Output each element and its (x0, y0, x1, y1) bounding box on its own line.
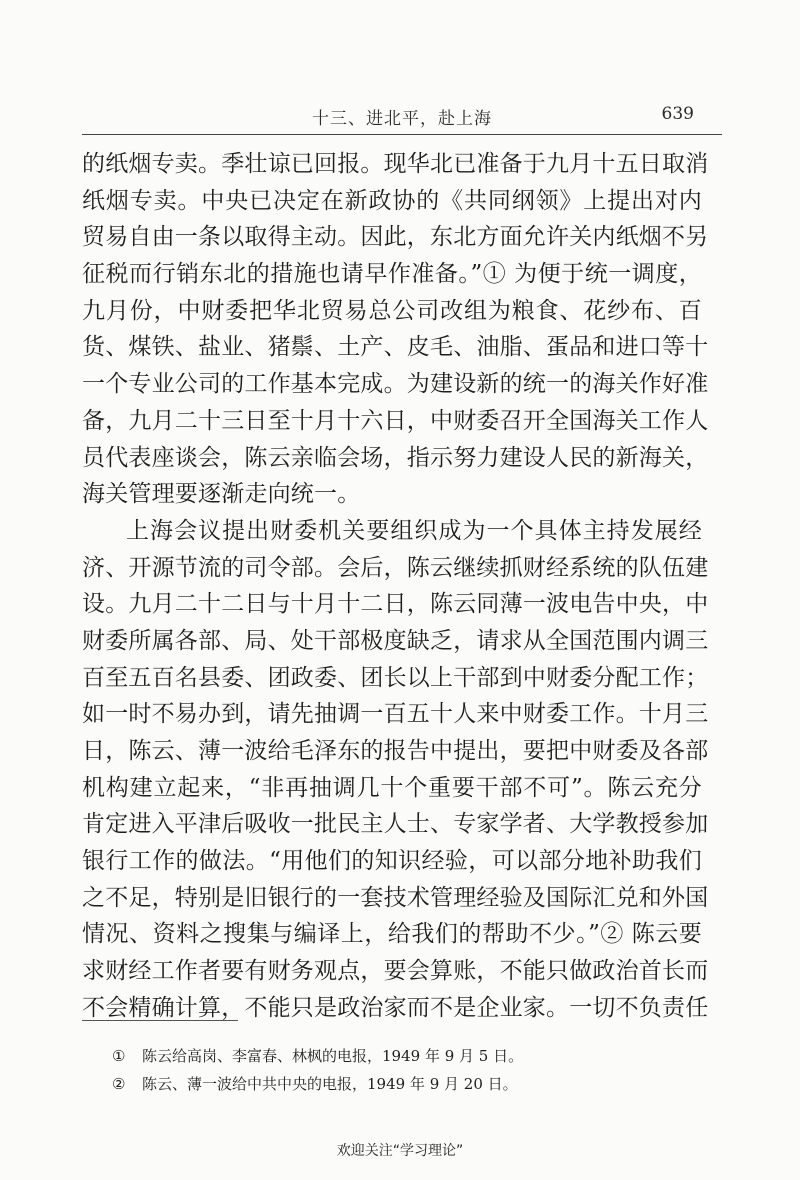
text-line: 征税而行销东北的措施也请早作准备。”① 为便于统一调度， (82, 261, 702, 288)
text-line: 之不足，特别是旧银行的一套技术管理经验及国际汇兑和外国 (82, 884, 709, 911)
footnote-2 (112, 1070, 712, 1098)
text-line: 纸烟专卖。中央已决定在新政协的《共同纲领》上提出对内 (82, 187, 702, 214)
text-line: 情况、资料之搜集与编译上，给我们的帮助不少。”② 陈云要 (82, 921, 702, 948)
paragraph-start-line: 上海会议提出财委机关要组织成为一个具体主持发展经 (126, 517, 702, 544)
text-line: 百至五百名县委、团政委、团长以上干部到中财委分配工作； (82, 664, 709, 691)
text-line: 贸易自由一条以取得主动。因此，东北方面允许关内纸烟不另 (82, 224, 709, 251)
footnote-marker: ② (112, 1075, 126, 1093)
text-line: 财委所属各部、局、处干部极度缺乏，请求从全国范围内调三 (82, 627, 709, 654)
footnote-marker: ① (112, 1047, 126, 1065)
watermark-text: 欢迎关注“学习理论” (336, 1143, 464, 1159)
text-line: 设。九月二十二日与十月十二日，陈云同薄一波电告中央，中 (82, 591, 709, 618)
footnote-text: 陈云给高岗、李富春、林枫的电报，1949 年 9 月 5 日。 (142, 1047, 524, 1065)
text-line: 备，九月二十三日至十月十六日，中财委召开全国海关工作人 (82, 407, 709, 434)
text-line: 海关管理要逐渐走向统一。 (82, 481, 361, 508)
footnote-text: 陈云、薄一波给中共中央的电报，1949 年 9 月 20 日。 (142, 1075, 518, 1093)
text-line: 求财经工作者要有财务观点，要会算账，不能只做政治首长而 (82, 958, 709, 985)
text-line: 济、开源节流的司令部。会后，陈云继续抓财经系统的队伍建 (82, 554, 709, 581)
footnotes (112, 1042, 712, 1098)
text-line: 一个专业公司的工作基本完成。为建设新的统一的海关作好准 (82, 371, 709, 398)
text-line: 的纸烟专卖。季壮谅已回报。现华北已准备于九月十五日取消 (82, 151, 709, 177)
text-line: 员代表座谈会，陈云亲临会场，指示努力建设人民的新海关， (82, 444, 709, 471)
text-line: 九月份，中财委把华北贸易总公司改组为粮食、花纱布、百 (82, 297, 702, 324)
body-text (82, 146, 709, 1027)
text-line: 如一时不易办到，请先抽调一百五十人来中财委工作。十月三 (82, 701, 709, 728)
footnote-1 (112, 1042, 712, 1070)
page-number: 639 (661, 104, 694, 124)
text-line: 不会精确计算，不能只是政治家而不是企业家。一切不负责任 (82, 994, 709, 1021)
text-line: 肯定进入平津后吸收一批民主人士、专家学者、大学教授参加 (82, 811, 709, 838)
footnote-divider (82, 1020, 238, 1021)
text-line: 日，陈云、薄一波给毛泽东的报告中提出，要把中财委及各部 (82, 738, 709, 764)
running-header (82, 98, 722, 135)
text-line: 银行工作的做法。“用他们的知识经验，可以部分地补助我们 (82, 848, 702, 875)
text-line: 机构建立起来，“非再抽调几十个重要干部不可”。陈云充分 (82, 774, 702, 801)
chapter-title: 十三、进北平，赴上海 (312, 109, 492, 129)
text-line: 货、煤铁、盐业、猪鬃、土产、皮毛、油脂、蛋品和进口等十 (82, 334, 709, 361)
